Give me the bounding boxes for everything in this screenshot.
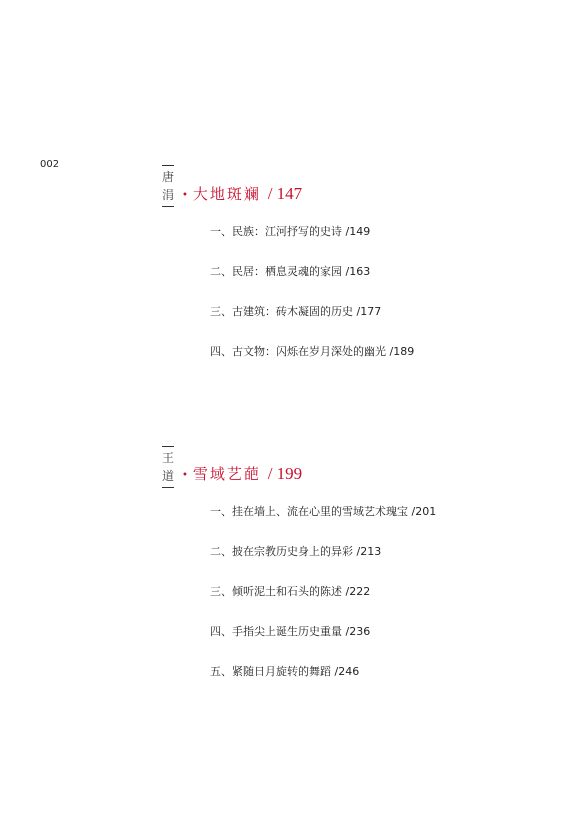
author-char: 道 [161,469,174,483]
toc-entry[interactable]: 五、紧随日月旋转的舞蹈 /246 [210,665,360,678]
section-title[interactable] [182,183,302,204]
author-vertical [161,165,175,207]
toc-entry[interactable]: 一、挂在墙上、流在心里的雪域艺术瑰宝 /201 [210,505,437,518]
section-title-page: / 147 [267,184,303,203]
page-number: 002 [40,159,60,170]
author-rule-bottom [162,206,174,207]
section-title-page: / 199 [267,464,303,483]
author-vertical [161,446,175,488]
section-title-text: 雪域艺葩 [192,465,261,483]
section-title[interactable] [182,463,302,484]
author-rule-bottom [162,487,174,488]
author-char: 唐 [161,170,174,184]
toc-entry[interactable]: 四、古文物：闪烁在岁月深处的幽光 /189 [210,345,415,358]
author-rule-top [162,446,174,447]
bullet: • [182,469,190,481]
toc-entry[interactable]: 三、古建筑：砖木凝固的历史 /177 [210,305,382,318]
author-char: 涓 [161,188,174,202]
toc-entry[interactable]: 二、民居：栖息灵魂的家园 /163 [210,265,371,278]
bullet: • [182,189,190,201]
author-rule-top [162,165,174,166]
toc-entry[interactable]: 二、披在宗教历史身上的异彩 /213 [210,545,382,558]
section-title-text: 大地斑斓 [192,185,261,203]
toc-entry[interactable]: 一、民族：江河抒写的史诗 /149 [210,225,371,238]
author-char: 王 [161,451,174,465]
toc-entry[interactable]: 三、倾听泥土和石头的陈述 /222 [210,585,371,598]
toc-entry[interactable]: 四、手指尖上诞生历史重量 /236 [210,625,371,638]
